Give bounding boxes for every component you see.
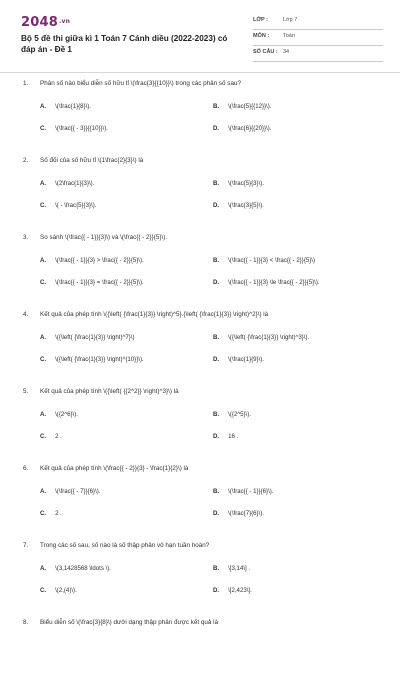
meta-value: Lớp 7: [283, 17, 298, 23]
option-a[interactable]: [40, 180, 94, 187]
option-text: \({2^5}\).: [228, 411, 251, 418]
option-b[interactable]: [213, 103, 271, 110]
option-letter: B.: [213, 180, 220, 187]
option-d[interactable]: [213, 125, 271, 132]
question-text: Số đối của số hữu tỉ \(1\frac{2}{3}\) là: [40, 157, 144, 164]
document-title: Bộ 5 đề thi giữa kì 1 Toán 7 Cánh diều (2022-2023) có đáp án - Đề 1: [21, 34, 228, 54]
option-b[interactable]: [213, 488, 274, 495]
option-text: \(\frac{3}{5}\).: [228, 202, 265, 209]
option-text: 16 .: [228, 433, 239, 440]
option-letter: A.: [40, 488, 47, 495]
option-letter: A.: [40, 411, 47, 418]
option-a[interactable]: [40, 103, 91, 110]
option-letter: B.: [213, 334, 220, 341]
meta-key: MÔN :: [253, 33, 270, 39]
meta-key: SỐ CÂU :: [253, 49, 278, 55]
option-d[interactable]: [213, 202, 264, 209]
question-3: [0, 234, 400, 311]
option-letter: B.: [213, 257, 220, 264]
option-d[interactable]: [213, 433, 238, 440]
option-text: \( - \frac{5}{3}\).: [55, 202, 97, 209]
option-text: \(\frac{{ - 1}}{3} = \frac{{ - 2}}{5}\).: [55, 279, 144, 286]
option-letter: A.: [40, 103, 47, 110]
option-b[interactable]: [213, 411, 251, 418]
question-text: Kết quả của phép tính \(\frac{{ - 2}}{3} - \frac{1}{2}\) là: [40, 465, 189, 472]
option-text: \[3,14\] .: [228, 565, 251, 572]
document-header: [0, 0, 400, 68]
question-text: Phân số nào biểu diễn số hữu tỉ \(\frac{3}{{10}}\) trong các phân số sau?: [40, 80, 241, 87]
meta-row-question-count: [253, 46, 383, 62]
option-a[interactable]: [40, 257, 144, 264]
option-text: \(\frac{{ - 1}}{6}\).: [228, 488, 274, 495]
option-text: \(\frac{1}{9}\).: [228, 356, 265, 363]
option-text: \(3,1428568 \ldots \).: [55, 565, 111, 572]
document-meta: [253, 14, 383, 62]
option-letter: C.: [40, 125, 47, 132]
option-text: \(\frac{7}{6}\).: [228, 510, 265, 517]
option-letter: B.: [213, 103, 220, 110]
option-letter: A.: [40, 180, 47, 187]
header-divider: [0, 72, 400, 73]
option-d[interactable]: [213, 587, 252, 594]
option-d[interactable]: [213, 356, 264, 363]
option-letter: C.: [40, 433, 47, 440]
question-text: So sánh \(\frac{{ - 1}}{3}\) và \(\frac{{ - 2}}{5}\).: [40, 234, 168, 241]
question-number: 6.: [23, 465, 29, 472]
option-letter: C.: [40, 510, 47, 517]
meta-key: LỚP :: [253, 17, 268, 23]
question-text: Kết quả của phép tính \({\left( {{2^2}} \right)^3}\) là: [40, 388, 179, 395]
option-a[interactable]: [40, 334, 135, 341]
option-text: \(2\frac{1}{3}\).: [55, 180, 95, 187]
option-letter: D.: [213, 433, 220, 440]
option-text: \(\frac{5}{{12}}\).: [228, 103, 272, 110]
question-7: [0, 542, 400, 619]
option-a[interactable]: [40, 411, 78, 418]
option-text: \[2,423\].: [228, 587, 252, 594]
question-text: Biểu diễn số \(\frac{3}{8}\) dưới dạng thập phân được kết quả là: [40, 619, 219, 626]
option-letter: A.: [40, 257, 47, 264]
option-a[interactable]: [40, 565, 111, 572]
option-text: \({\left( {\frac{1}{3}} \right)^7}\): [55, 334, 135, 341]
question-8: [0, 619, 400, 696]
option-letter: B.: [213, 488, 220, 495]
option-letter: C.: [40, 356, 47, 363]
option-a[interactable]: [40, 488, 101, 495]
question-number: 3.: [23, 234, 29, 241]
logo-suffix: .vn: [58, 18, 71, 25]
option-text: \(\frac{1}{8}\).: [55, 103, 92, 110]
option-letter: D.: [213, 279, 220, 286]
option-text: \(\frac{{ - 3}}{{10}}\).: [55, 125, 108, 132]
option-d[interactable]: [213, 279, 320, 286]
question-number: 4.: [23, 311, 29, 318]
option-letter: A.: [40, 565, 47, 572]
option-d[interactable]: [213, 510, 264, 517]
option-c[interactable]: [40, 510, 62, 517]
meta-value: Toán: [283, 33, 295, 39]
meta-row-grade: [253, 14, 383, 30]
option-b[interactable]: [213, 257, 315, 264]
option-letter: A.: [40, 334, 47, 341]
option-text: \(\frac{5}{3}\).: [228, 180, 265, 187]
option-letter: D.: [213, 510, 220, 517]
option-c[interactable]: [40, 202, 96, 209]
option-text: \(\frac{6}{{20}}\).: [228, 125, 272, 132]
site-logo[interactable]: [21, 15, 70, 30]
option-letter: D.: [213, 125, 220, 132]
option-b[interactable]: [213, 565, 250, 572]
question-5: [0, 388, 400, 465]
meta-value: 34: [283, 49, 290, 55]
question-number: 7.: [23, 542, 29, 549]
question-text: Trong các số sau, số nào là số thập phân vô hạn tuần hoàn?: [40, 542, 210, 549]
question-list: [0, 80, 400, 696]
option-text: \({\left( {\frac{1}{3}} \right)^3}\).: [228, 334, 310, 341]
option-letter: D.: [213, 202, 220, 209]
option-b[interactable]: [213, 334, 309, 341]
option-letter: D.: [213, 587, 220, 594]
option-c[interactable]: [40, 279, 144, 286]
option-c[interactable]: [40, 433, 62, 440]
option-c[interactable]: [40, 356, 144, 363]
option-b[interactable]: [213, 180, 264, 187]
question-1: [0, 80, 400, 157]
question-text: Kết quả của phép tính \({\left( {\frac{1}{3}} \right)^5}.{\left( {\frac{1}{3}} \right)^2}\) là: [40, 311, 269, 318]
question-number: 5.: [23, 388, 29, 395]
option-c[interactable]: [40, 125, 108, 132]
option-letter: C.: [40, 279, 47, 286]
option-letter: B.: [213, 565, 220, 572]
option-text: \(\frac{{ - 1}}{3} \le \frac{{ - 2}}{5}\).: [228, 279, 320, 286]
option-text: 2 .: [55, 510, 62, 517]
option-text: \(2,(4)\).: [55, 587, 77, 594]
question-6: [0, 465, 400, 542]
option-text: \({\left( {\frac{1}{3}} \right)^{10}}\).: [55, 356, 144, 363]
question-number: 2.: [23, 157, 29, 164]
question-number: 8.: [23, 619, 29, 626]
question-2: [0, 157, 400, 234]
option-text: \(\frac{{ - 1}}{3} > \frac{{ - 2}}{5}\).: [55, 257, 144, 264]
meta-row-subject: [253, 30, 383, 46]
option-text: \({2^6}\).: [55, 411, 78, 418]
option-letter: C.: [40, 587, 47, 594]
option-text: 2 .: [55, 433, 62, 440]
option-text: \(\frac{{ - 7}}{6}\).: [55, 488, 101, 495]
option-c[interactable]: [40, 587, 77, 594]
option-text: \(\frac{{ - 1}}{3} < \frac{{ - 2}}{5}\): [228, 257, 315, 264]
option-letter: B.: [213, 411, 220, 418]
option-letter: C.: [40, 202, 47, 209]
question-number: 1.: [23, 80, 29, 87]
question-4: [0, 311, 400, 388]
logo-text: 2048: [21, 15, 58, 30]
option-letter: D.: [213, 356, 220, 363]
